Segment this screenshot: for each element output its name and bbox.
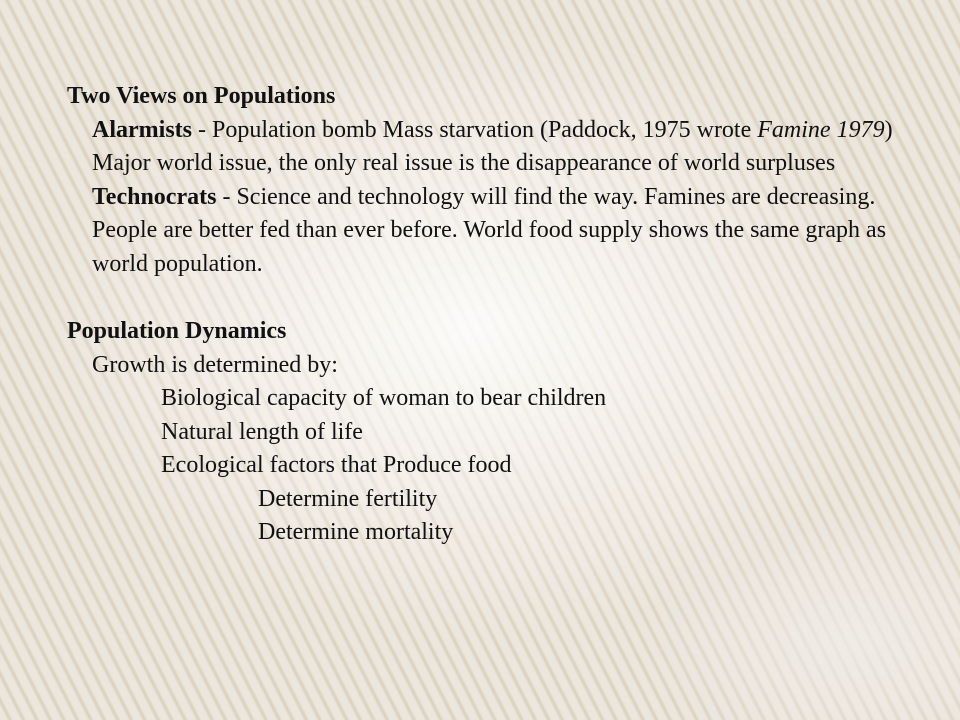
alarmists-book-title: Famine 1979 (757, 116, 885, 143)
section-heading-population-dynamics: Population Dynamics (67, 318, 287, 344)
subfactor-item: Determine mortality (258, 519, 454, 545)
growth-intro: Growth is determined by: (92, 351, 338, 378)
subfactor-item: Determine fertility (258, 485, 438, 512)
technocrats-term: Technocrats (92, 183, 217, 210)
technocrats-paragraph (67, 181, 907, 282)
slide-content (67, 80, 907, 550)
alarmists-term: Alarmists (92, 116, 192, 143)
alarmists-text-a: - Population bomb Mass starvation (Paddock, 1975 wrote (191, 116, 758, 143)
factor-item: Ecological factors that Produce food (161, 452, 512, 478)
factor-item: Biological capacity of woman to bear children (161, 385, 607, 411)
alarmists-text-b: ) Major world issue, the only real issue is the disappearance of world surpluses (92, 116, 893, 176)
technocrats-text: - Science and technology will find the way. Famines are decreasing. People are better fed than ever before. World food supply shows the same graph as world population. (92, 183, 887, 277)
section-spacer (67, 281, 907, 315)
section-heading-two-views: Two Views on Populations (67, 83, 336, 109)
factor-item: Natural length of life (161, 418, 363, 445)
alarmists-paragraph (67, 114, 907, 181)
